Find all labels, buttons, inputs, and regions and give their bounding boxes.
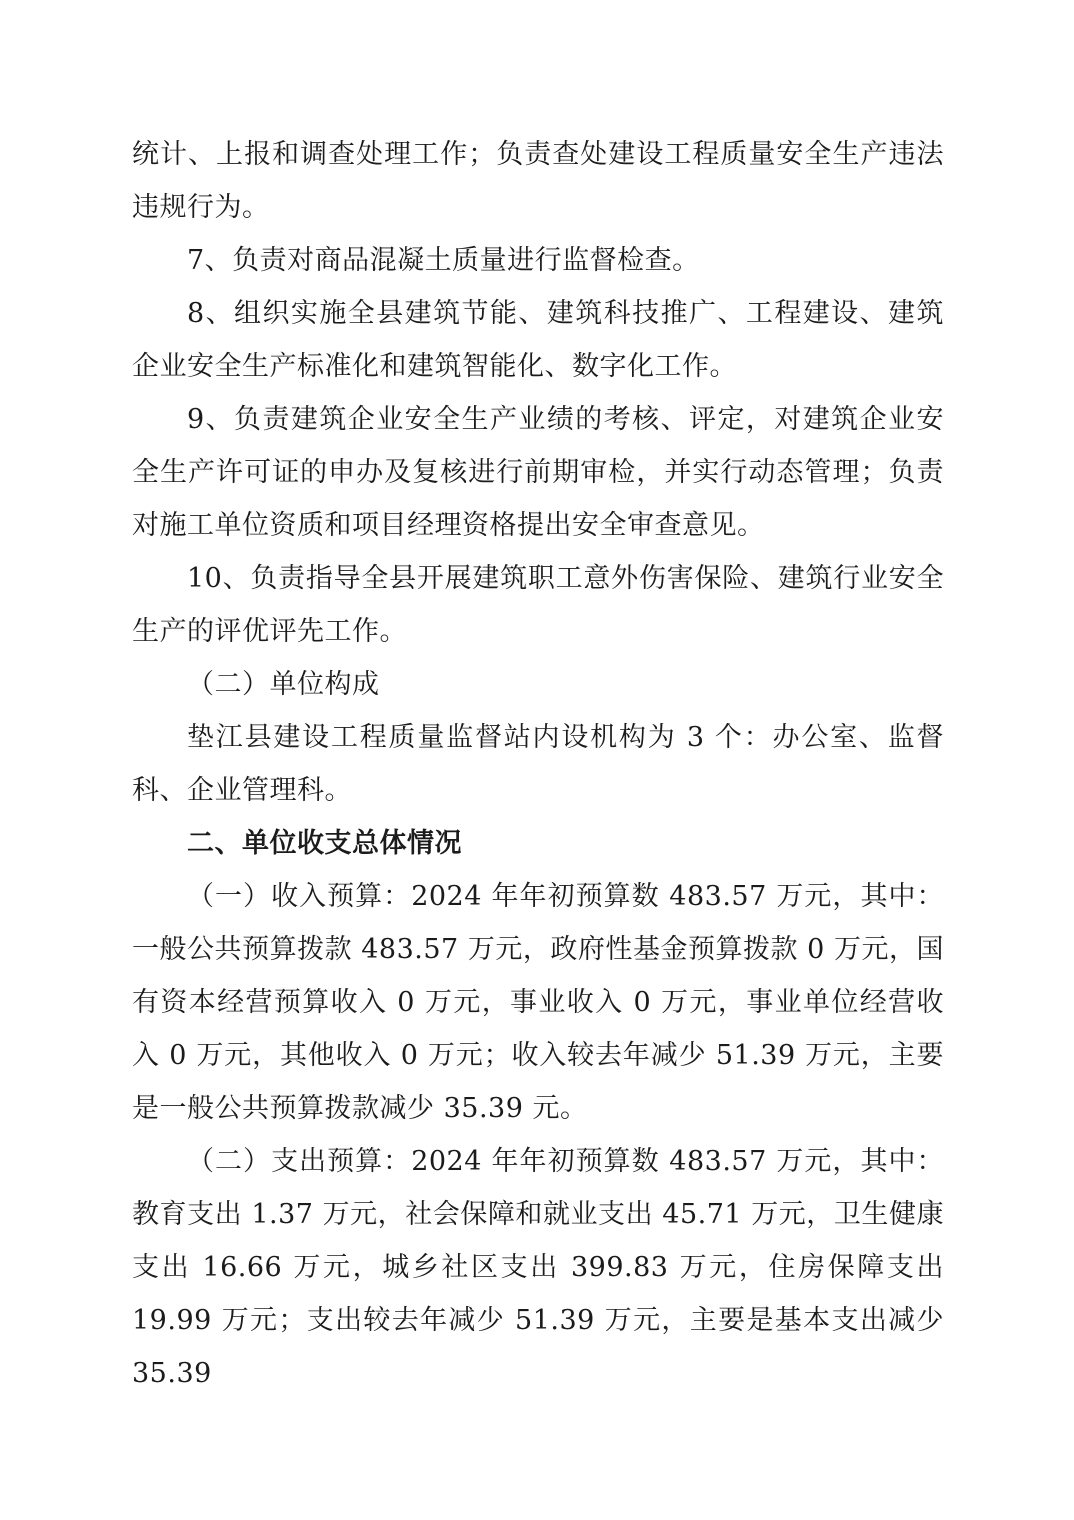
paragraph-item-10: 10、负责指导全县开展建筑职工意外伤害保险、建筑行业安全生产的评优评先工作。 (132, 563, 944, 647)
paragraph-item-9: 9、负责建筑企业安全生产业绩的考核、评定，对建筑企业安全生产许可证的申办及复核进行前期审检，并实行动态管理；负责对施工单位资质和项目经理资格提出安全审查意见。 (132, 404, 944, 541)
subheading-unit-composition: （二）单位构成 (187, 669, 380, 700)
document-page (132, 128, 944, 1400)
paragraph-unit-composition: 垫江县建设工程质量监督站内设机构为 3 个：办公室、监督科、企业管理科。 (132, 722, 944, 806)
paragraph-continuation: 统计、上报和调查处理工作；负责查处建设工程质量安全生产违法违规行为。 (132, 139, 944, 223)
paragraph-expense-budget: （二）支出预算：2024 年年初预算数 483.57 万元，其中：教育支出 1.37 万元，社会保障和就业支出 45.71 万元，卫生健康支出 16.66 万元，城乡社区支出 399.83 万元，住房保障支出 19.99 万元；支出较去年减少 51.39 万元，主要是基本支出减少 35.39 (132, 1146, 944, 1389)
paragraph-item-8: 8、组织实施全县建筑节能、建筑科技推广、工程建设、建筑企业安全生产标准化和建筑智能化、数字化工作。 (132, 298, 944, 382)
section-heading-income-expense: 二、单位收支总体情况 (187, 828, 462, 859)
paragraph-item-7: 7、负责对商品混凝土质量进行监督检查。 (187, 245, 700, 276)
paragraph-income-budget: （一）收入预算：2024 年年初预算数 483.57 万元，其中：一般公共预算拨款 483.57 万元，政府性基金预算拨款 0 万元，国有资本经营预算收入 0 万元，事业收入 0 万元，事业单位经营收入 0 万元，其他收入 0 万元；收入较去年减少 51.39 万元，主要是一般公共预算拨款减少 35.39 元。 (132, 881, 944, 1124)
